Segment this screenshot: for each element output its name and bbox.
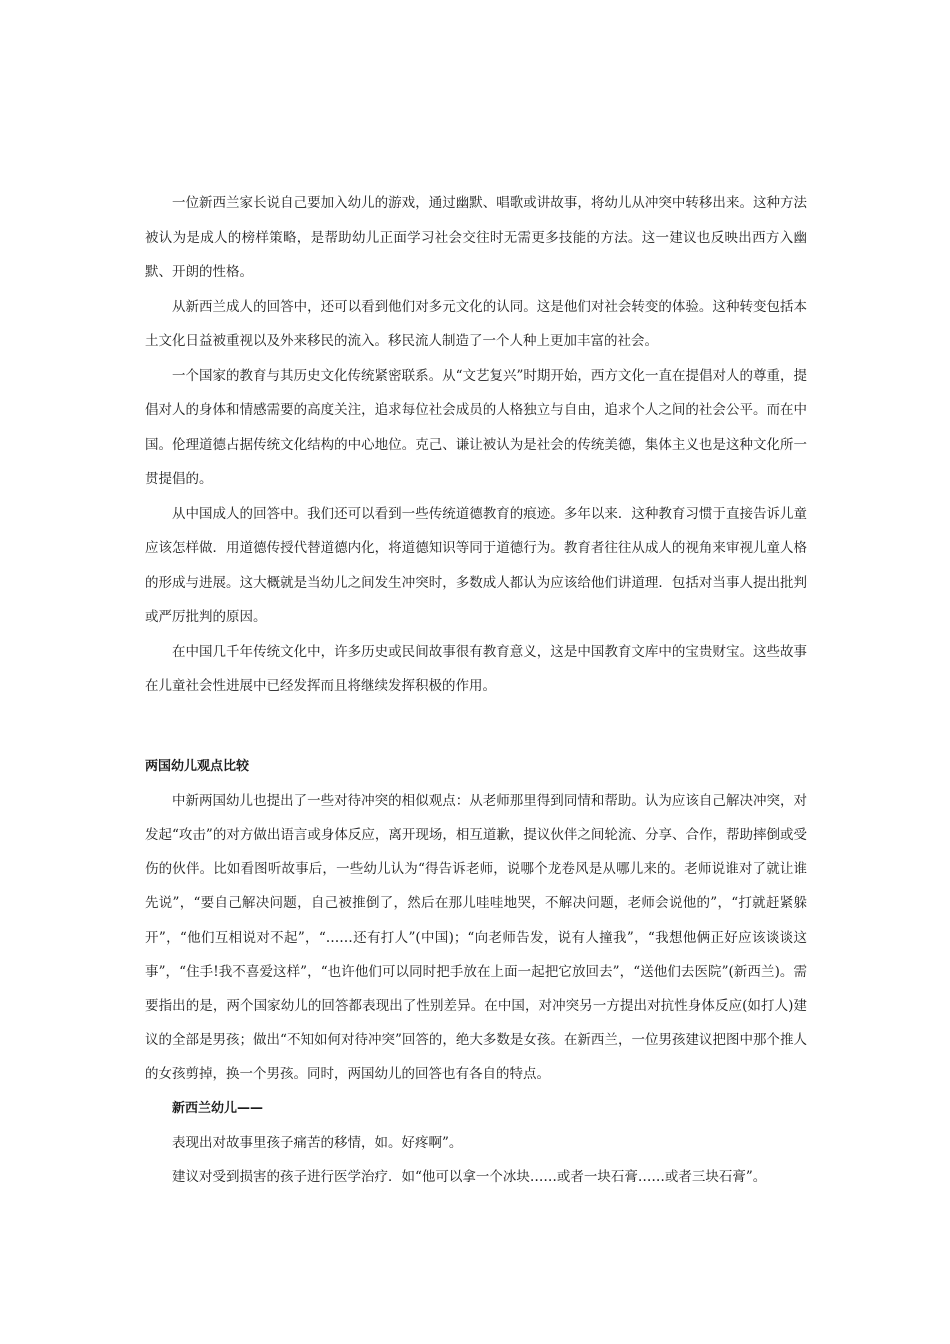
subheading: 新西兰幼儿—— bbox=[172, 1100, 264, 1116]
paragraph: 一个国家的教育与其历史文化传统紧密联系。从“文艺复兴”时期开始，西方文化一直在提倡对人的尊重，提倡对人的身体和情感需要的高度关注，追求每位社会成员的人格独立与自由，追求个人之间的社会公平。而在中国。伦理道德占据传统文化结构的中心地位。克己、谦让被认为是社会的传统美德，集体主义也是这种文化所一贯提倡的。 bbox=[145, 367, 807, 487]
paragraph: 从中国成人的回答中。我们还可以看到一些传统道德教育的痕迹。多年以来．这种教育习惯于直接告诉儿童应该怎样做．用道德传授代替道德内化，将道德知识等同于道德行为。教育者往往从成人的视角来审视儿童人格的形成与进展。这大概就是当幼儿之间发生冲突时，多数成人都认为应该给他们讲道理．包括对当事人提出批判或严厉批判的原因。 bbox=[145, 505, 807, 625]
paragraph: 一位新西兰家长说自己要加入幼儿的游戏，通过幽默、唱歌或讲故事，将幼儿从冲突中转移出来。这种方法被认为是成人的榜样策略，是帮助幼儿正面学习社会交往时无需更多技能的方法。这一建议也反映出西方入幽默、开朗的性格。 bbox=[145, 195, 807, 280]
paragraph: 在中国几千年传统文化中，许多历史或民间故事很有教育意义，这是中国教育文库中的宝贵财宝。这些故事在儿童社会性进展中已经发挥而且将继续发挥积极的作用。 bbox=[145, 643, 807, 694]
section-gap bbox=[145, 704, 807, 750]
section-heading: 两国幼儿观点比较 bbox=[145, 758, 250, 774]
list-item: 建议对受到损害的孩子进行医学治疗．如“他可以拿一个冰块……或者一块石膏……或者三块石膏”。 bbox=[172, 1168, 767, 1185]
paragraph: 中新两国幼儿也提出了一些对待冲突的相似观点：从老师那里得到同情和帮助。认为应该自己解决冲突，对发起“攻击”的对方做出语言或身体反应，离开现场，相互道歉，提议伙伴之间轮流、分享、合作，帮助摔倒或受伤的伙伴。比如看图听故事后，一些幼儿认为“得告诉老师，说哪个龙卷风是从哪儿来的。老师说谁对了就让谁先说”，“要自己解决问题，自己被推倒了，然后在那儿哇哇地哭，不解决问题，老师会说他的”，“打就赶紧躲开”，“他们互相说对不起”，“……还有打人”(中国)；“向老师告发，说有人撞我”，“我想他俩正好应该谈谈这事”，“住手!我不喜爱这样”，“也许他们可以同时把手放在上面一起把它放回去”，“送他们去医院”(新西兰)。需要指出的是，两个国家幼儿的回答都表现出了性别差异。在中国，对冲突另一方提出对抗性身体反应(如打人)建议的全部是男孩；做出“不知如何对待冲突”回答的，绝大多数是女孩。在新西兰，一位男孩建议把图中那个推人的女孩剪掉，换一个男孩。同时，两国幼儿的回答也有各自的特点。 bbox=[145, 792, 807, 1083]
paragraph: 从新西兰成人的回答中，还可以看到他们对多元文化的认同。这是他们对社会转变的体验。这种转变包括本土文化日益被重视以及外来移民的流入。移民流人制造了一个人种上更加丰富的社会。 bbox=[145, 298, 807, 349]
section-1 bbox=[145, 186, 807, 704]
list-item: 表现出对故事里孩子痛苦的移情，如。好疼啊”。 bbox=[172, 1134, 463, 1151]
section-2 bbox=[145, 750, 807, 1195]
document-page bbox=[145, 186, 807, 1194]
